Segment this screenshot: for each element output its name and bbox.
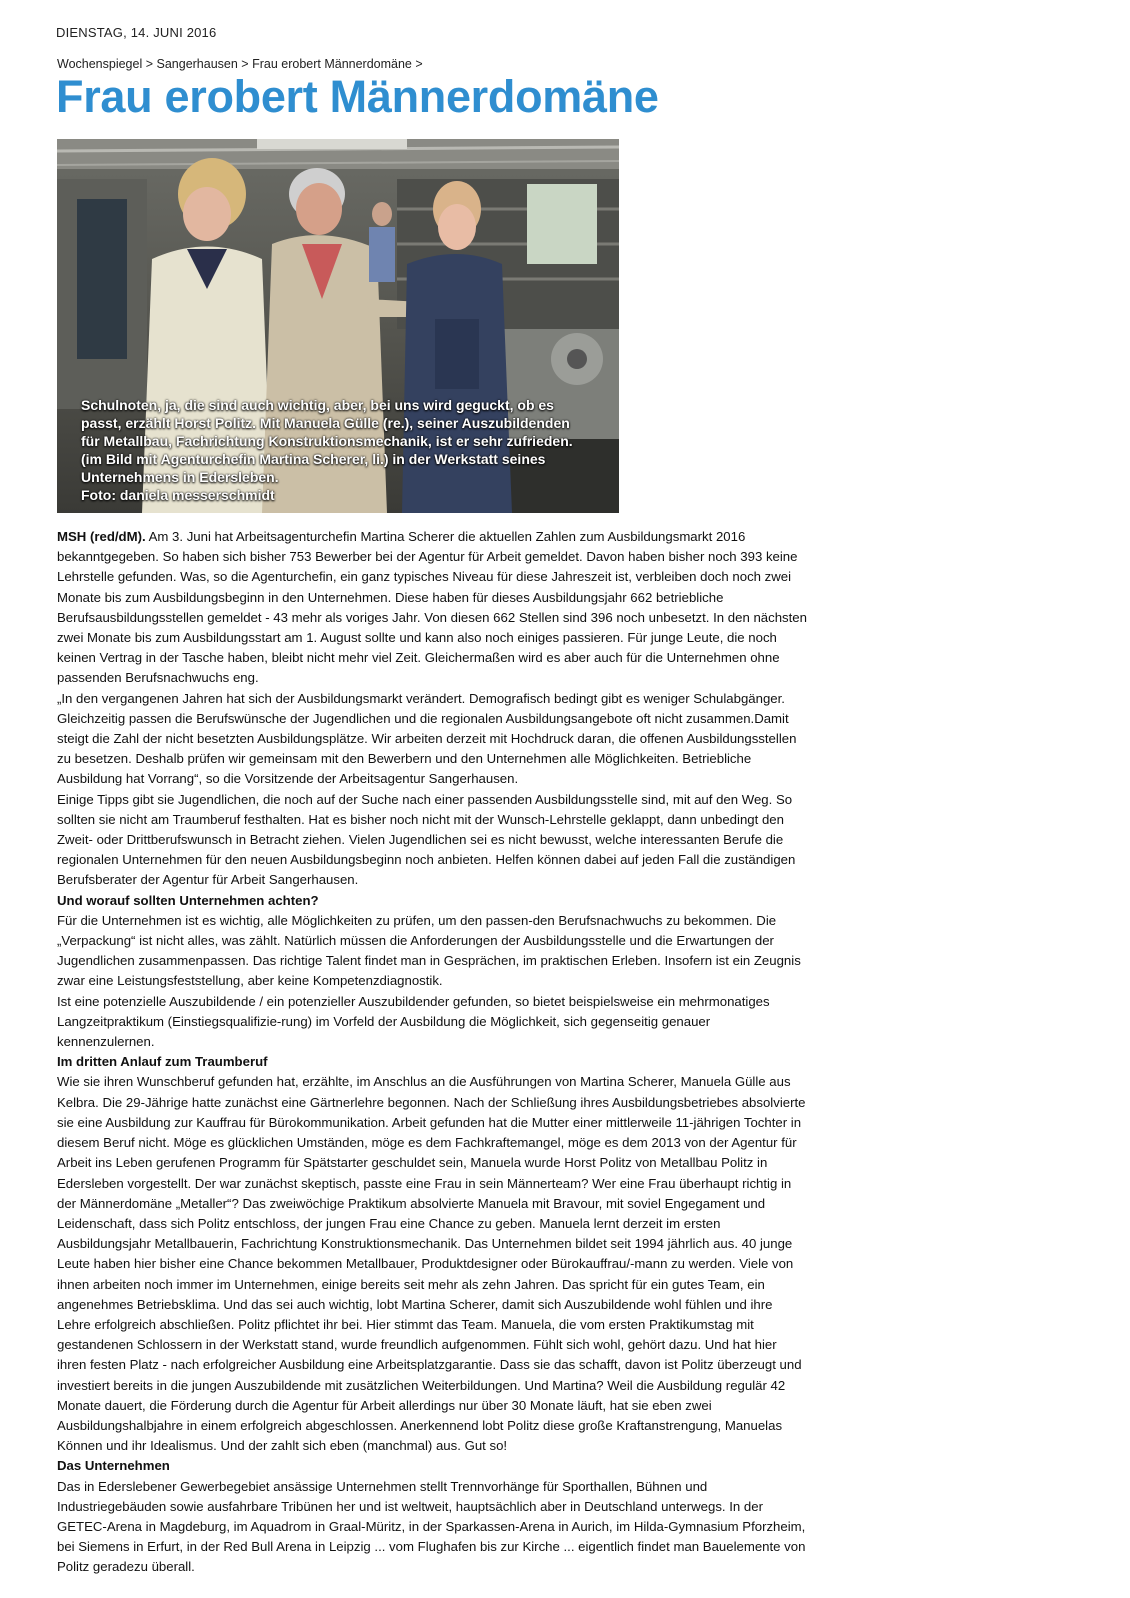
breadcrumb-separator: >	[142, 57, 157, 71]
article-paragraph	[57, 527, 807, 689]
article-paragraph: Wie sie ihren Wunschberuf gefunden hat, erzählte, im Anschlus an die Ausführungen von Martina Scherer, Manuela Gülle aus Kelbra. Die 29-Jährige hatte zunächst eine Gärtnerlehre begonnen. Nach der Schließung ihres Ausbildungsbetriebes absolvierte sie eine Ausbildung zur Kauffrau für Bürokommunikation. Arbeit gefunden hat die Mutter einer mittlerweile 11-jährigen Tochter in diesem Beruf nicht. Möge es glücklichen Umständen, möge es dem Fachkraftemangel, möge es dem 2013 von der Agentur für Arbeit ins Leben gerufenen Programm für Spätstarter geschuldet sein, Manuela wurde Horst Politz von Metallbau Politz in Edersleben vorgestellt. Der war zunächst skeptisch, passte eine Frau in sein Männerteam? Wer eine Frau überhaupt richtig in der Männerdomäne „Metaller“? Das zweiwöchige Praktikum absolvierte Manuela mit Bravour, mit soviel Engegament und Leidenschaft, dass sich Politz entschloss, der jungen Frau eine Chance zu geben. Manuela lernt derzeit im ersten Ausbildungsjahr Metallbauerin, Fachrichtung Konstruktionsmechanik. Das Unternehmen bildet seit 1994 jährlich aus. 40 junge Leute haben hier bisher eine Chance bekommen Metallbauer, Produktdesigner oder Bürokauffrau/-mann zu werden. Viele von ihnen arbeiten noch immer im Unternehmen, einige bereits seit mehr als zehn Jahren. Das spricht für ein gutes Team, ein angenehmes Betriebsklima. Und das sei auch wichtig, lobt Martina Scherer, damit sich Auszubildende wohl fühlen und ihre Lehre erfolgreich abschließen. Politz pflichtet ihr bei. Hier stimmt das Team. Manuela, die vom ersten Praktikumstag mit gestandenen Schlossern in der Werkstatt stand, wurde freundlich aufgenommen. Fühlt sich wohl, gehört dazu. Und hat hier ihren festen Platz - nach erfolgreicher Ausbildung eine Arbeitsplatzgarantie. Dass sie das schafft, davon ist Politz überzeugt und investiert bereits in die jungen Auszubildende mit zusätzlichen Weiterbildungen. Und Martina? Weil die Ausbildung regulär 42 Monate dauert, die Förderung durch die Agentur für Arbeit allerdings nur über 30 Monate läuft, hat sie eben zwei Ausbildungshalbjahre in einem erfolgreich abgeschlossen. Anerkennend lobt Politz diese große Kraftanstrengung, Manuelas Können und ihr Idealismus. Und der zahlt sich eben (manchmal) aus. Gut so!	[57, 1074, 806, 1454]
caption-line: Schulnoten, ja, die sind auch wichtig, aber, bei uns wird geguckt, ob es	[81, 397, 554, 413]
breadcrumb-item-wochenspiegel[interactable]: Wochenspiegel	[57, 57, 143, 71]
photo-caption	[81, 396, 601, 504]
article-paragraph: „In den vergangenen Jahren hat sich der Ausbildungsmarkt verändert. Demografisch bedingt gibt es weniger Schulabgänger. Gleichzeitig passen die Berufswünsche der Jugendlichen und die regionalen Ausbildungsangebote oft nicht zusammen.Damit steigt die Zahl der nicht besetzten Ausbildungsplätze. Wir arbeiten derzeit mit Hochdruck daran, die offenen Ausbildungsstellen zu besetzen. Deshalb prüfen wir gemeinsam mit den Bewerbern und den Unternehmen alle Möglichkeiten. Betriebliche Ausbildung hat Vorrang“, so die Vorsitzende der Arbeitsagentur Sangerhausen.	[57, 690, 797, 787]
breadcrumb-item-sangerhausen[interactable]: Sangerhausen	[156, 57, 238, 71]
caption-line: Unternehmens in Edersleben.	[81, 469, 279, 485]
page-title: Frau erobert Männerdomäne	[56, 71, 659, 122]
breadcrumb-separator: >	[237, 57, 253, 71]
article-paragraph: Für die Unternehmen ist es wichtig, alle Möglichkeiten zu prüfen, um den passen-den Berufsnachwuchs zu bekommen. Die „Verpackung“ ist nicht alles, was zählt. Natürlich müssen die Anforderungen der Ausbildungsstelle und die Erwartungen der Jugendlichen zusammenpassen. Das richtige Talent findet man in Gesprächen, im praktischen Erleben. Insofern ist ein Zeugnis zwar eine Leistungsfeststellung, aber keine Kompetenzdiagnostik.	[57, 912, 801, 989]
article-paragraph: Einige Tipps gibt sie Jugendlichen, die noch auf der Suche nach einer passenden Ausbildungsstelle sind, mit auf den Weg. So sollten sie nicht am Traumberuf festhalten. Hat es bisher noch nicht mit der Wunsch-Lehrstelle geklappt, dann unbedingt den Zweit- oder Drittberufswunsch in Betracht ziehen. Vielen Jugendlichen sei es nicht bewusst, welche interessanten Berufe die regionalen Unternehmen für den neuen Ausbildungsbeginn noch anbieten. Helfen können dabei auf jeden Fall die zuständigen Berufsberater der Agentur für Arbeit Sangerhausen.	[57, 791, 796, 888]
article-paragraph: Das in Ederslebener Gewerbegebiet ansässige Unternehmen stellt Trennvorhänge für Sporthallen, Bühnen und Industriegebäuden sowie ausfahrbare Tribünen her und ist weltweit, hauptsächlich aber in Deutschland unterwegs. In der GETEC-Arena in Magdeburg, im Aquadrom in Graal-Müritz, in der Sparkassen-Arena in Aurich, im Hilda-Gymnasium Pforzheim, bei Siemens in Erfurt, in der Red Bull Arena in Leipzig ... vom Flughafen bis zur Kirche ... eigentlich findet man Bauelemente von Politz geradezu überall.	[57, 1478, 806, 1575]
section-heading: Und worauf sollten Unternehmen achten?	[57, 892, 319, 908]
article-date: DIENSTAG, 14. JUNI 2016	[56, 25, 217, 40]
photo-credit: Foto: daniela messerschmidt	[81, 487, 275, 503]
paragraph-text: Am 3. Juni hat Arbeitsagenturchefin Martina Scherer die aktuellen Zahlen zum Ausbildungsmarkt 2016 bekanntgegeben. So haben sich bisher 753 Bewerber bei der Agentur für Arbeit gemeldet. Davon haben bisher noch 393 keine Lehrstelle gefunden. Was, so die Agenturchefin, ein ganz typisches Niveau für diese Jahreszeit ist, verbleiben doch noch zwei Monate bis zum Ausbildungsbeginn in den Unternehmen. Diese haben für dieses Ausbildungsjahr 662 betriebliche Berufsausbildungsstellen gemeldet - 43 mehr als voriges Jahr. Von diesen 662 Stellen sind 396 noch unbesetzt. In den nächsten zwei Monate bis zum Ausbildungsstart am 1. August sollte und kann also noch einiges passieren. Für junge Leute, die noch keinen Vertrag in der Tasche haben, bleibt nicht mehr viel Zeit. Gleichermaßen wird es aber auch für die Unternehmen ohne passenden Berufsnachwuchs eng.	[57, 529, 807, 686]
section-heading: Im dritten Anlauf zum Traumberuf	[57, 1054, 268, 1070]
section-heading: Das Unternehmen	[57, 1458, 170, 1474]
article-paragraph: Ist eine potenzielle Auszubildende / ein potenzieller Auszubildender gefunden, so bietet beispielsweise ein mehrmonatiges Langzeitpraktikum (Einstiegsqualifizie-rung) im Vorfeld der Ausbildung die Möglichkeit, sich gegenseitig genauer kennenzulernen.	[57, 993, 770, 1050]
caption-line: passt, erzählt Horst Politz. Mit Manuela Gülle (re.), seiner Auszubildenden	[81, 415, 570, 431]
article-lead: MSH (red/dM).	[57, 529, 146, 544]
caption-line: (im Bild mit Agenturchefin Martina Scherer, li.) in der Werkstatt seines	[81, 451, 546, 467]
caption-line: für Metallbau, Fachrichtung Konstruktionsmechanik, ist er sehr zufrieden.	[81, 433, 573, 449]
breadcrumb	[57, 57, 423, 71]
article-photo	[57, 139, 619, 513]
breadcrumb-separator: >	[411, 57, 423, 71]
article-body	[57, 527, 807, 1578]
breadcrumb-item-article[interactable]: Frau erobert Männerdomäne	[252, 57, 412, 71]
